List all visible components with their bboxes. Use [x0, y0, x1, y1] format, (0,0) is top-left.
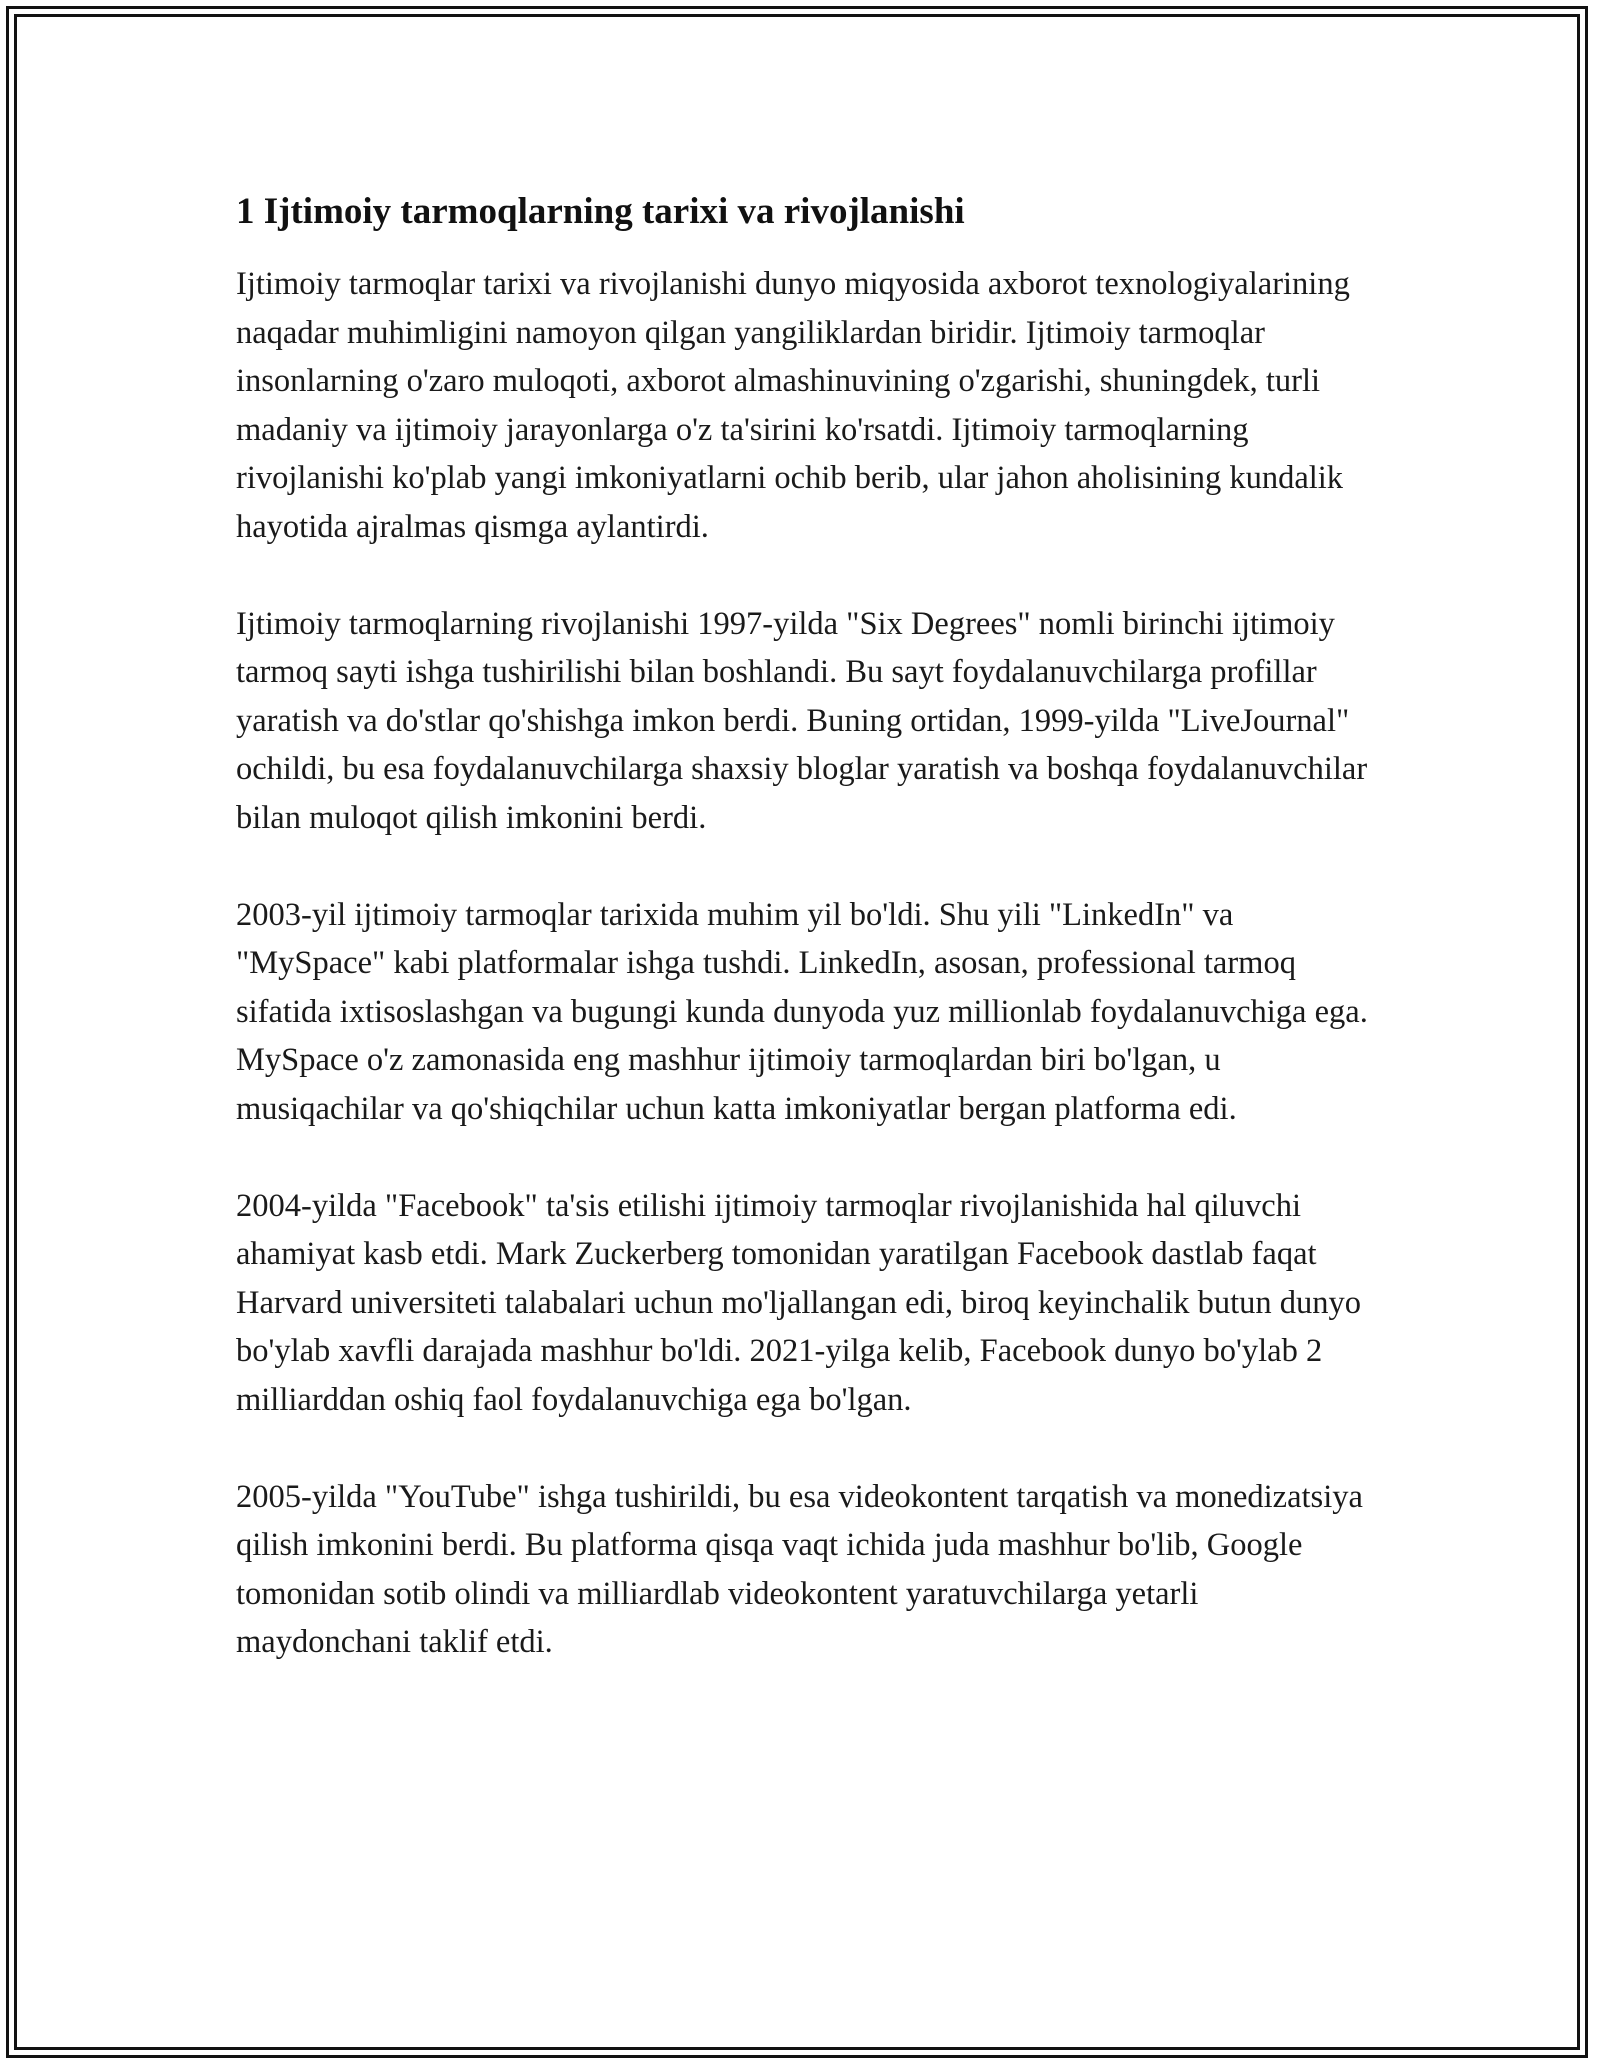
section-heading: 1 Ijtimoiy tarmoqlarning tarixi va rivojlanishi: [236, 191, 965, 232]
paragraph-introduction: Ijtimoiy tarmoqlar tarixi va rivojlanishi dunyo miqyosida axborot texnologiyalarining naqadar muhimligini namoyon qilgan yangiliklardan biridir. Ijtimoiy tarmoqlar insonlarning o'zaro muloqoti, axborot almashinuvining o'zgarishi, shuningdek, turli madaniy va ijtimoiy jarayonlarga o'z ta'sirini ko'rsatdi. Ijtimoiy tarmoqlarning rivojlanishi ko'plab yangi imkoniyatlarni ochib berib, ular jahon aholisining kundalik hayotida ajralmas qismga aylantirdi.: [236, 266, 1350, 545]
paragraph-linkedin-myspace: 2003-yil ijtimoiy tarmoqlar tarixida muhim yil bo'ldi. Shu yili "LinkedIn" va "MySpace" kabi platformalar ishga tushdi. LinkedIn, asosan, professional tarmoq sifatida ixtisoslashgan va bugungi kunda dunyoda yuz millionlab foydalanuvchiga ega. MySpace o'z zamonasida eng mashhur ijtimoiy tarmoqlardan biri bo'lgan, u musiqachilar va qo'shiqchilar uchun katta imkoniyatlar bergan platforma edi.: [236, 896, 1368, 1127]
paragraph-youtube: 2005-yilda "YouTube" ishga tushirildi, bu esa videokontent tarqatish va monedizatsiya qilish imkonini berdi. Bu platforma qisqa vaqt ichida juda mashhur bo'lib, Google tomonidan sotib olindi va milliardlab videokontent yaratuvchilarga yetarli maydonchani taklif etdi.: [236, 1478, 1363, 1660]
paragraph-facebook: 2004-yilda "Facebook" ta'sis etilishi ijtimoiy tarmoqlar rivojlanishida hal qiluvchi ahamiyat kasb etdi. Mark Zuckerberg tomonidan yaratilgan Facebook dastlab faqat Harvard universiteti talabalari uchun mo'ljallangan edi, biroq keyinchalik butun dunyo bo'ylab xavfli darajada mashhur bo'ldi. 2021-yilga kelib, Facebook dunyo bo'ylab 2 milliarddan oshiq faol foydalanuvchiga ega bo'lgan.: [236, 1187, 1361, 1418]
paragraph-six-degrees-livejournal: Ijtimoiy tarmoqlarning rivojlanishi 1997-yilda "Six Degrees" nomli birinchi ijtimoiy tarmoq sayti ishga tushirilishi bilan boshlandi. Bu sayt foydalanuvchilarga profillar yaratish va do'stlar qo'shishga imkon berdi. Buning ortidan, 1999-yilda "LiveJournal" ochildi, bu esa foydalanuvchilarga shaxsiy bloglar yaratish va boshqa foydalanuvchilar bilan muloqot qilish imkonini berdi.: [236, 605, 1368, 836]
document-body: [236, 188, 1376, 1715]
